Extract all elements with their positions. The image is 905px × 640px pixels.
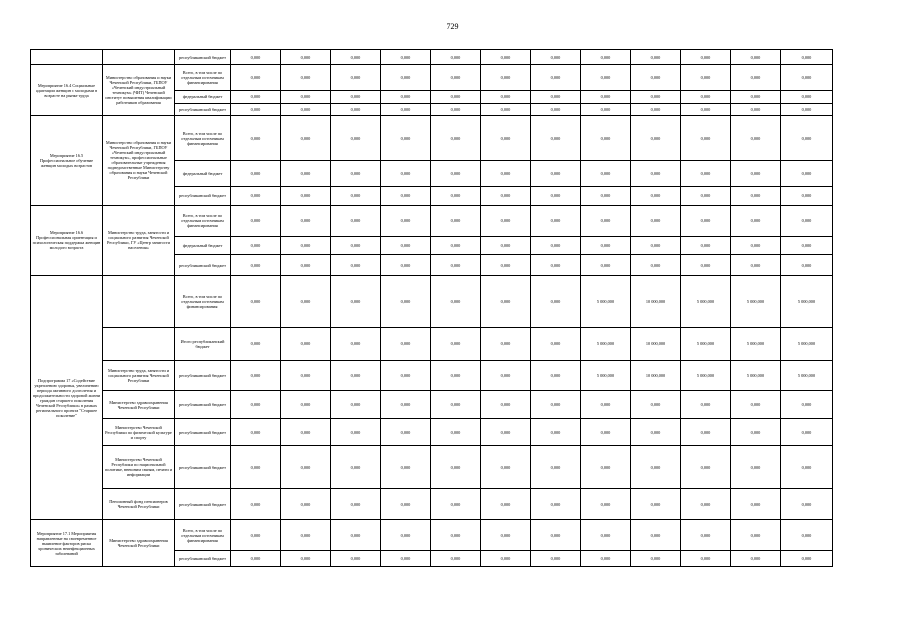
- funding-source-cell: Итого республиканский бюджет: [175, 327, 231, 360]
- value-cell: 0,000: [331, 65, 381, 91]
- value-cell: 0,000: [731, 187, 781, 206]
- funding-source-cell: республиканский бюджет: [175, 255, 231, 276]
- value-cell: 0,000: [331, 236, 381, 255]
- value-cell: 0,000: [681, 65, 731, 91]
- value-cell: 0,000: [231, 520, 281, 551]
- value-cell: 0,000: [231, 50, 281, 65]
- value-cell: 0,000: [681, 205, 731, 236]
- value-cell: 0,000: [281, 236, 331, 255]
- value-cell: 5 000,000: [581, 327, 631, 360]
- funding-source-cell: Всего, в том числе по отдельным источникам финансирования: [175, 65, 231, 91]
- value-cell: 0,000: [531, 391, 581, 419]
- value-cell: 0,000: [531, 360, 581, 391]
- value-cell: 0,000: [581, 520, 631, 551]
- page-number: 729: [446, 22, 459, 31]
- value-cell: 0,000: [381, 419, 431, 446]
- value-cell: 0,000: [631, 161, 681, 187]
- value-cell: 0,000: [331, 446, 381, 489]
- value-cell: 0,000: [631, 419, 681, 446]
- value-cell: 0,000: [531, 327, 581, 360]
- funding-source-cell: Всего, в том числе по отдельным источникам финансирования:: [175, 275, 231, 327]
- executor-cell: [103, 275, 175, 327]
- value-cell: 0,000: [781, 65, 833, 91]
- value-cell: 0,000: [481, 419, 531, 446]
- value-cell: 0,000: [431, 520, 481, 551]
- value-cell: 0,000: [431, 205, 481, 236]
- value-cell: 5 000,000: [731, 360, 781, 391]
- value-cell: 0,000: [231, 275, 281, 327]
- value-cell: 0,000: [631, 116, 681, 161]
- value-cell: 0,000: [431, 446, 481, 489]
- value-cell: 0,000: [381, 65, 431, 91]
- value-cell: 0,000: [381, 116, 431, 161]
- value-cell: 0,000: [331, 50, 381, 65]
- value-cell: 0,000: [631, 255, 681, 276]
- value-cell: 0,000: [531, 520, 581, 551]
- value-cell: 0,000: [231, 327, 281, 360]
- table-row: [31, 446, 833, 489]
- table-row: [31, 65, 833, 91]
- value-cell: 0,000: [531, 116, 581, 161]
- value-cell: 0,000: [781, 91, 833, 103]
- value-cell: 0,000: [581, 489, 631, 520]
- value-cell: 0,000: [231, 551, 281, 567]
- value-cell: 0,000: [381, 236, 431, 255]
- funding-source-cell: федеральный бюджет: [175, 236, 231, 255]
- value-cell: 0,000: [381, 551, 431, 567]
- value-cell: 0,000: [431, 91, 481, 103]
- value-cell: 0,000: [281, 446, 331, 489]
- value-cell: 0,000: [381, 103, 431, 115]
- value-cell: 0,000: [481, 551, 531, 567]
- value-cell: 0,000: [331, 116, 381, 161]
- value-cell: 0,000: [281, 187, 331, 206]
- executor-cell: Министерство образования и науки Чеченской Республики, ГБПОУ «Чеченский индустриальный техникум» (ЧИТ) Чеченский институт повышения квалификации работников образования: [103, 65, 175, 116]
- value-cell: 0,000: [431, 255, 481, 276]
- value-cell: 0,000: [531, 275, 581, 327]
- value-cell: 0,000: [581, 255, 631, 276]
- value-cell: 0,000: [781, 551, 833, 567]
- value-cell: 0,000: [431, 327, 481, 360]
- value-cell: 0,000: [531, 65, 581, 91]
- table-row: [31, 116, 833, 161]
- value-cell: 5 000,000: [681, 327, 731, 360]
- value-cell: 0,000: [681, 103, 731, 115]
- value-cell: 0,000: [231, 116, 281, 161]
- value-cell: 0,000: [231, 91, 281, 103]
- value-cell: 0,000: [631, 205, 681, 236]
- executor-cell: Министерство образования и науки Чеченской Республики, ГБПОУ «Чеченский индустриальный техникум», профессиональные образовательные учреждения подведомственные Министерству образования и науки Чеченской Республики: [103, 116, 175, 206]
- value-cell: 0,000: [781, 205, 833, 236]
- value-cell: 0,000: [681, 419, 731, 446]
- value-cell: 0,000: [281, 116, 331, 161]
- value-cell: 0,000: [781, 103, 833, 115]
- value-cell: 0,000: [281, 91, 331, 103]
- value-cell: 0,000: [631, 103, 681, 115]
- value-cell: 0,000: [231, 419, 281, 446]
- value-cell: 0,000: [231, 103, 281, 115]
- value-cell: 0,000: [331, 489, 381, 520]
- value-cell: 0,000: [431, 65, 481, 91]
- value-cell: 0,000: [731, 116, 781, 161]
- value-cell: 0,000: [231, 65, 281, 91]
- value-cell: 0,000: [331, 419, 381, 446]
- value-cell: 0,000: [381, 161, 431, 187]
- value-cell: 0,000: [281, 520, 331, 551]
- value-cell: 0,000: [431, 551, 481, 567]
- value-cell: 0,000: [281, 489, 331, 520]
- value-cell: 0,000: [381, 50, 431, 65]
- value-cell: 0,000: [281, 551, 331, 567]
- value-cell: 0,000: [331, 327, 381, 360]
- value-cell: 0,000: [281, 327, 331, 360]
- value-cell: 0,000: [381, 446, 431, 489]
- value-cell: 0,000: [331, 187, 381, 206]
- value-cell: 0,000: [431, 50, 481, 65]
- value-cell: 0,000: [331, 391, 381, 419]
- value-cell: 0,000: [481, 360, 531, 391]
- value-cell: 0,000: [481, 446, 531, 489]
- value-cell: 0,000: [731, 205, 781, 236]
- value-cell: 0,000: [681, 446, 731, 489]
- value-cell: 0,000: [331, 551, 381, 567]
- value-cell: 5 000,000: [731, 327, 781, 360]
- measure-name-cell: Подпрограмма 17 «Содействие укреплению здоровья, увеличению периода активного долголетия и продолжительности здоровой жизни граждан старшего поколения Чеченской Республики» в рамках регионального проекта "Старшее поколение": [31, 275, 103, 520]
- value-cell: 5 000,000: [681, 360, 731, 391]
- value-cell: 0,000: [681, 116, 731, 161]
- value-cell: 0,000: [381, 91, 431, 103]
- value-cell: 0,000: [781, 520, 833, 551]
- value-cell: 0,000: [381, 187, 431, 206]
- value-cell: 0,000: [731, 520, 781, 551]
- value-cell: 0,000: [481, 103, 531, 115]
- value-cell: 0,000: [331, 161, 381, 187]
- value-cell: 0,000: [431, 116, 481, 161]
- value-cell: 0,000: [381, 205, 431, 236]
- value-cell: 0,000: [781, 255, 833, 276]
- funding-source-cell: республиканский бюджет: [175, 391, 231, 419]
- value-cell: 0,000: [531, 446, 581, 489]
- value-cell: 0,000: [731, 489, 781, 520]
- table-row: [31, 205, 833, 236]
- value-cell: 0,000: [631, 520, 681, 551]
- executor-cell: Пенсионный фонд пенсионеров Чеченской Республики: [103, 489, 175, 520]
- value-cell: 0,000: [381, 255, 431, 276]
- value-cell: 0,000: [281, 275, 331, 327]
- measure-name-cell: Мероприятие 17.1 Мероприятия направленные на своевременное выявление факторов риска хронических неинфекционных заболеваний: [31, 520, 103, 567]
- value-cell: 0,000: [381, 489, 431, 520]
- value-cell: 0,000: [581, 419, 631, 446]
- executor-cell: Министерство Чеченской Республики по физической культуре и спорту: [103, 419, 175, 446]
- value-cell: 0,000: [681, 236, 731, 255]
- value-cell: 0,000: [631, 446, 681, 489]
- value-cell: 0,000: [531, 205, 581, 236]
- value-cell: 0,000: [231, 161, 281, 187]
- value-cell: 0,000: [581, 65, 631, 91]
- table-row: [31, 50, 833, 65]
- value-cell: 0,000: [481, 327, 531, 360]
- value-cell: 0,000: [731, 446, 781, 489]
- value-cell: 5 000,000: [781, 360, 833, 391]
- executor-cell: Министерство здравоохранения Чеченской Республики: [103, 391, 175, 419]
- value-cell: 0,000: [581, 103, 631, 115]
- value-cell: 0,000: [281, 50, 331, 65]
- value-cell: 0,000: [731, 103, 781, 115]
- measure-name-cell: Мероприятие 16.4 Социальные адаптации женщин с молодыми в возрасте на рынке труда: [31, 65, 103, 116]
- funding-source-cell: Всего, в том числе по отдельным источникам финансирования: [175, 205, 231, 236]
- value-cell: 0,000: [781, 50, 833, 65]
- value-cell: 0,000: [781, 489, 833, 520]
- funding-source-cell: Всего, в том числе по отдельным источникам финансирования: [175, 116, 231, 161]
- value-cell: 0,000: [681, 391, 731, 419]
- executor-cell: [103, 50, 175, 65]
- value-cell: 5 000,000: [731, 275, 781, 327]
- value-cell: 0,000: [581, 50, 631, 65]
- funding-source-cell: республиканский бюджет: [175, 446, 231, 489]
- budget-table: [30, 49, 833, 567]
- value-cell: 10 000,000: [631, 275, 681, 327]
- value-cell: 0,000: [581, 551, 631, 567]
- funding-source-cell: федеральный бюджет: [175, 91, 231, 103]
- value-cell: 0,000: [481, 187, 531, 206]
- funding-source-cell: федеральный бюджет: [175, 161, 231, 187]
- value-cell: 0,000: [781, 161, 833, 187]
- value-cell: 0,000: [731, 236, 781, 255]
- value-cell: 10 000,000: [631, 360, 681, 391]
- value-cell: 0,000: [581, 446, 631, 489]
- value-cell: 0,000: [731, 391, 781, 419]
- value-cell: 0,000: [231, 205, 281, 236]
- value-cell: 0,000: [531, 419, 581, 446]
- value-cell: 0,000: [331, 275, 381, 327]
- value-cell: 0,000: [531, 161, 581, 187]
- value-cell: 5 000,000: [681, 275, 731, 327]
- value-cell: 0,000: [681, 520, 731, 551]
- value-cell: 0,000: [781, 391, 833, 419]
- value-cell: 0,000: [231, 391, 281, 419]
- value-cell: 0,000: [231, 489, 281, 520]
- value-cell: 0,000: [531, 187, 581, 206]
- value-cell: 0,000: [431, 187, 481, 206]
- value-cell: 0,000: [631, 551, 681, 567]
- value-cell: 0,000: [231, 446, 281, 489]
- table-row: [31, 419, 833, 446]
- value-cell: 0,000: [481, 520, 531, 551]
- executor-cell: Министерство труда, занятости и социального развития Чеченской Республики: [103, 360, 175, 391]
- value-cell: 10 000,000: [631, 327, 681, 360]
- value-cell: 0,000: [781, 236, 833, 255]
- value-cell: 0,000: [581, 91, 631, 103]
- value-cell: 0,000: [281, 391, 331, 419]
- table-row: [31, 327, 833, 360]
- funding-source-cell: республиканский бюджет: [175, 187, 231, 206]
- value-cell: 0,000: [481, 161, 531, 187]
- executor-cell: Министерство здравоохранения Чеченской Республики: [103, 520, 175, 567]
- value-cell: 0,000: [331, 360, 381, 391]
- value-cell: 0,000: [581, 187, 631, 206]
- value-cell: 0,000: [531, 50, 581, 65]
- value-cell: 0,000: [631, 187, 681, 206]
- value-cell: 0,000: [331, 520, 381, 551]
- value-cell: 0,000: [531, 236, 581, 255]
- value-cell: 0,000: [531, 489, 581, 520]
- value-cell: 0,000: [281, 419, 331, 446]
- value-cell: 0,000: [231, 255, 281, 276]
- value-cell: 0,000: [631, 65, 681, 91]
- value-cell: 0,000: [681, 551, 731, 567]
- value-cell: 0,000: [731, 91, 781, 103]
- value-cell: 0,000: [581, 391, 631, 419]
- value-cell: 5 000,000: [781, 275, 833, 327]
- value-cell: 0,000: [731, 161, 781, 187]
- measure-name-cell: Мероприятие 16.6 Профессиональная ориентация и психологическая поддержка женщин молодого возраста: [31, 205, 103, 275]
- value-cell: 0,000: [331, 205, 381, 236]
- value-cell: 0,000: [281, 255, 331, 276]
- value-cell: 0,000: [381, 360, 431, 391]
- value-cell: 0,000: [281, 360, 331, 391]
- value-cell: 0,000: [431, 275, 481, 327]
- value-cell: 0,000: [381, 327, 431, 360]
- value-cell: 0,000: [381, 520, 431, 551]
- funding-source-cell: республиканский бюджет: [175, 551, 231, 567]
- value-cell: 0,000: [631, 50, 681, 65]
- value-cell: 0,000: [381, 391, 431, 419]
- funding-source-cell: республиканский бюджет: [175, 419, 231, 446]
- value-cell: 0,000: [231, 187, 281, 206]
- value-cell: 0,000: [481, 489, 531, 520]
- value-cell: 0,000: [681, 187, 731, 206]
- value-cell: 0,000: [481, 50, 531, 65]
- funding-source-cell: республиканский бюджет: [175, 50, 231, 65]
- value-cell: 0,000: [281, 161, 331, 187]
- value-cell: 0,000: [381, 275, 431, 327]
- value-cell: 0,000: [281, 103, 331, 115]
- value-cell: 0,000: [681, 255, 731, 276]
- value-cell: 0,000: [681, 50, 731, 65]
- value-cell: 0,000: [731, 551, 781, 567]
- value-cell: 0,000: [781, 116, 833, 161]
- value-cell: 0,000: [231, 360, 281, 391]
- value-cell: 0,000: [581, 205, 631, 236]
- value-cell: 0,000: [431, 103, 481, 115]
- executor-cell: Министерство Чеченской Республики по национальной политике, внешним связям, печати и информации: [103, 446, 175, 489]
- value-cell: 0,000: [631, 391, 681, 419]
- value-cell: 0,000: [731, 50, 781, 65]
- value-cell: 5 000,000: [581, 275, 631, 327]
- value-cell: 0,000: [781, 419, 833, 446]
- value-cell: 0,000: [481, 255, 531, 276]
- value-cell: 0,000: [431, 360, 481, 391]
- table-row: [31, 275, 833, 327]
- value-cell: 5 000,000: [581, 360, 631, 391]
- value-cell: 0,000: [731, 65, 781, 91]
- table-row: [31, 360, 833, 391]
- value-cell: 0,000: [281, 205, 331, 236]
- table-row: [31, 391, 833, 419]
- value-cell: 0,000: [631, 236, 681, 255]
- value-cell: 0,000: [431, 236, 481, 255]
- value-cell: 0,000: [481, 275, 531, 327]
- measure-name-cell: [31, 50, 103, 65]
- executor-cell: Министерство труда, занятости и социального развития Чеченской Республики, ГУ «Центр занятости населения»: [103, 205, 175, 275]
- value-cell: 0,000: [481, 91, 531, 103]
- value-cell: 0,000: [531, 103, 581, 115]
- value-cell: 0,000: [481, 116, 531, 161]
- table-row: [31, 520, 833, 551]
- value-cell: 0,000: [631, 91, 681, 103]
- value-cell: 0,000: [331, 103, 381, 115]
- value-cell: 0,000: [531, 255, 581, 276]
- value-cell: 0,000: [431, 419, 481, 446]
- value-cell: 0,000: [481, 205, 531, 236]
- value-cell: 0,000: [581, 116, 631, 161]
- value-cell: 0,000: [581, 161, 631, 187]
- value-cell: 5 000,000: [781, 327, 833, 360]
- value-cell: 0,000: [331, 91, 381, 103]
- value-cell: 0,000: [281, 65, 331, 91]
- value-cell: 0,000: [231, 236, 281, 255]
- value-cell: 0,000: [531, 91, 581, 103]
- value-cell: 0,000: [781, 187, 833, 206]
- value-cell: 0,000: [681, 91, 731, 103]
- value-cell: 0,000: [481, 65, 531, 91]
- value-cell: 0,000: [781, 446, 833, 489]
- funding-source-cell: республиканский бюджет: [175, 489, 231, 520]
- funding-source-cell: Всего, в том числе по отдельным источникам финансирования: [175, 520, 231, 551]
- value-cell: 0,000: [431, 391, 481, 419]
- value-cell: 0,000: [631, 489, 681, 520]
- value-cell: 0,000: [531, 551, 581, 567]
- value-cell: 0,000: [431, 489, 481, 520]
- measure-name-cell: Мероприятие 16.5 Профессиональное обучение женщин молодых возрастов: [31, 116, 103, 206]
- value-cell: 0,000: [731, 419, 781, 446]
- executor-cell: [103, 327, 175, 360]
- value-cell: 0,000: [481, 391, 531, 419]
- funding-source-cell: республиканский бюджет: [175, 360, 231, 391]
- table-row: [31, 489, 833, 520]
- value-cell: 0,000: [331, 255, 381, 276]
- value-cell: 0,000: [681, 161, 731, 187]
- value-cell: 0,000: [731, 255, 781, 276]
- value-cell: 0,000: [431, 161, 481, 187]
- value-cell: 0,000: [681, 489, 731, 520]
- value-cell: 0,000: [481, 236, 531, 255]
- funding-source-cell: республиканский бюджет: [175, 103, 231, 115]
- value-cell: 0,000: [581, 236, 631, 255]
